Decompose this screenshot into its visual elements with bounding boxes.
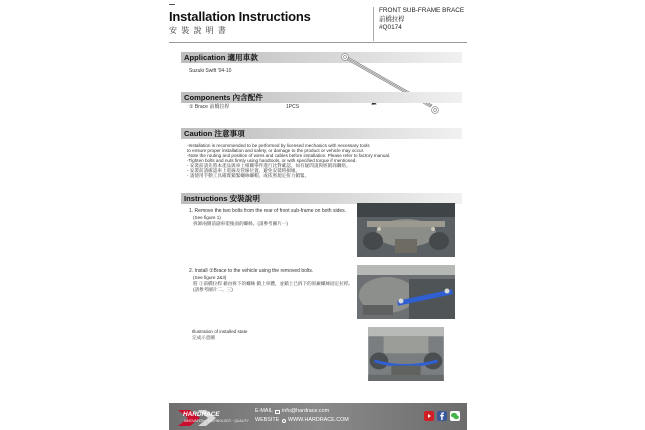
caution-line: to ensure proper installation and safety, or damage to the product or vehicle may occur. [187,148,365,153]
installed-state-cn: 完成示意圖 [192,335,215,340]
application-vehicle: Suzuki Swift '04-10 [189,68,232,74]
figure-1-photo [357,203,455,257]
components-heading: Components 內含配件 [184,93,263,102]
caution-line: -Note the routing and position of wires and cables before installation. Please refer to factory manual. [187,153,391,158]
page-subtitle: 安 裝 說 明 書 [169,26,227,35]
part-number: #Q0174 [379,24,402,31]
header-divider [169,42,467,43]
brand-name: HARDRACE [183,411,220,418]
step1-cn: 拆卸兩側前副車架後面的螺絲。(請參考圖片一) [193,221,288,226]
installed-state-label: Illustration of installed state [192,329,248,334]
step1-figure-ref: (See figure 1) [193,215,221,220]
product-name: FRONT SUB-FRAME BRACE [379,7,465,14]
caution-section-bar [181,128,462,139]
website-label: WEBSITE [255,417,280,423]
caution-line: - 安裝前請先將本產品與車上相關零件進行比對確認，如有疑問請與經銷商聯絡。 [187,163,351,168]
header-dash [169,4,175,5]
brand-tagline: INNOVATION · TECHNOLOGY · QUALITY [184,419,249,423]
figure-2-photo [357,265,455,319]
application-heading: Application 適用車款 [184,53,258,62]
component-item: ① Brace 前橋拉桿 [189,104,230,110]
step2-cn-ref: (請參考圖片二、三) [193,287,233,292]
product-info [373,7,464,41]
caution-line: - 安裝前請確認車上電線及管線位置，避免安裝時損壞。 [187,168,301,173]
step1-title: 1. Remove the two bolts from the rear of front sub-frame on both sides. [189,208,347,214]
brace-illustration [340,52,445,117]
caution-line: -Tighten bolts and nuts firmly using handtools, or with specified torque if mentioned. [187,158,357,163]
page-title: Installation Instructions [169,9,311,24]
step2-figure-ref: (See figure 2&3) [193,275,227,280]
globe-icon [282,419,286,423]
instructions-heading: Instructions 安裝說明 [184,194,260,203]
youtube-icon[interactable] [424,411,434,421]
components-section-bar [181,92,462,103]
mail-icon [275,410,280,414]
facebook-icon[interactable] [437,411,447,421]
caution-heading: Caution 注意事項 [184,129,245,138]
component-qty: 1PCS [286,104,300,110]
product-name-cn: 前橋拉桿 [379,15,405,23]
step2-cn: 將 ①前橋拉桿 藉由拆下的螺絲 鎖上車體，並鎖上已拆下的原廠螺絲固定拉桿。 [193,281,354,286]
email-label: E-MAIL [255,408,273,414]
caution-line: -Installation is recommended to be performed by licensed mechanics with necessary tools [187,143,370,148]
email-link[interactable]: info@hardrace.com [282,408,330,414]
header-title-block [169,10,311,36]
caution-line: - 請使用手動工具確實鎖緊螺絲螺帽，或依照規定扭力鎖緊。 [187,173,310,178]
website-link[interactable]: WWW.HARDRACE.COM [288,417,349,423]
step2-title: 2. Install ①Brace to the vehicle using the removed bolts. [189,268,314,274]
wechat-icon[interactable] [450,411,460,421]
figure-3-photo [357,327,455,381]
